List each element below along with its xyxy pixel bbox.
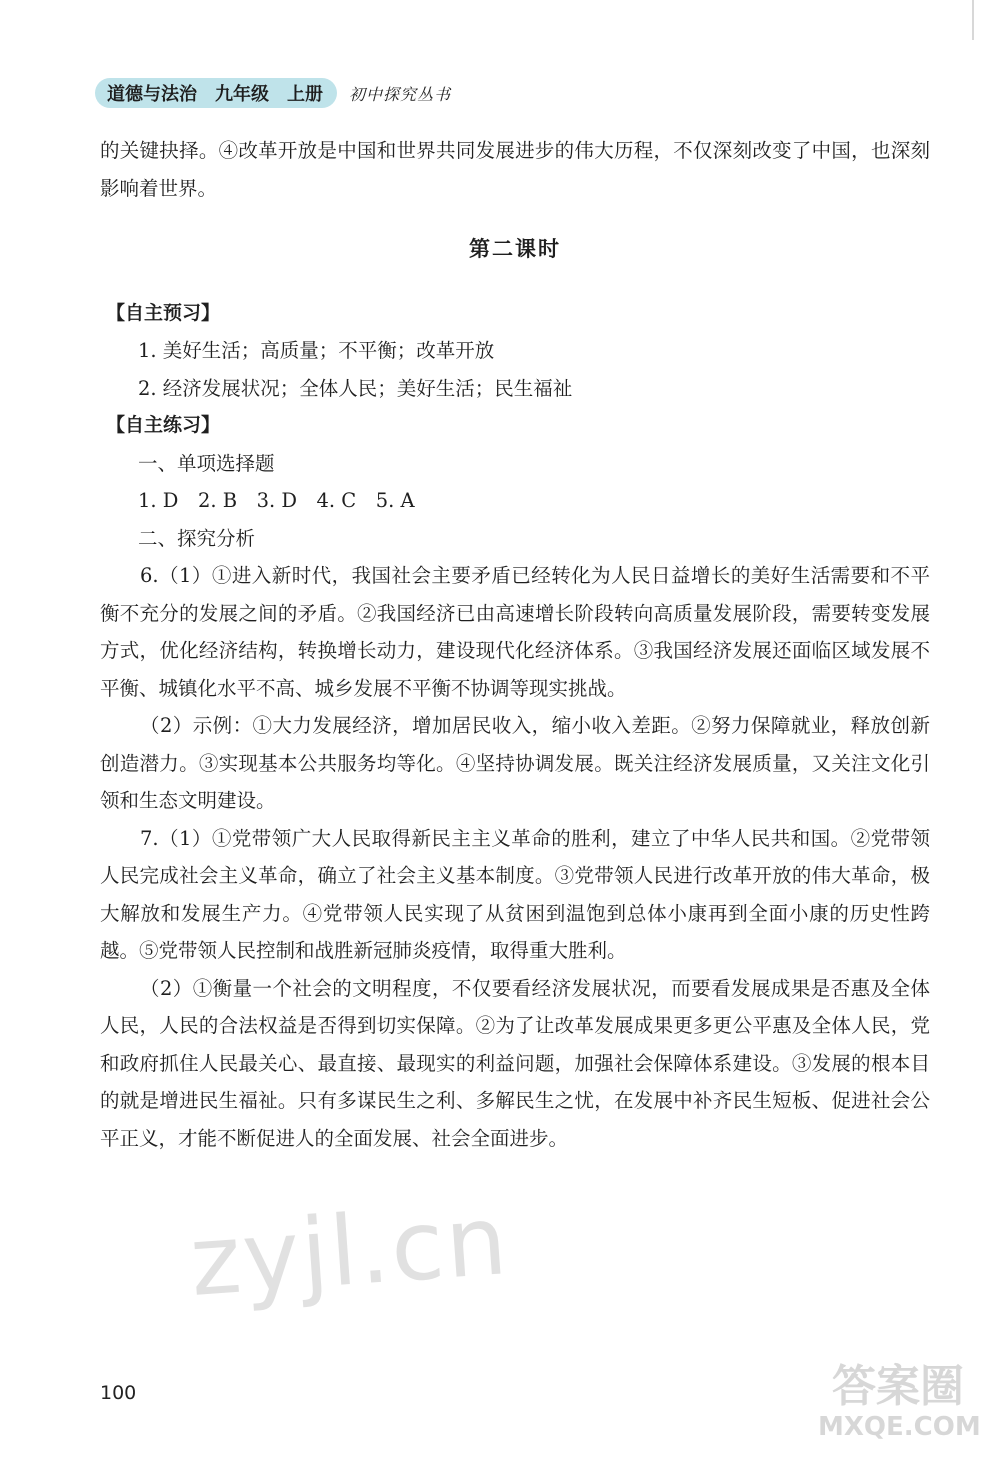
header-volume: 上册 [287, 84, 323, 105]
page-edge-line [972, 0, 974, 40]
running-header [95, 78, 451, 108]
section1-answers: 1. D 2. B 3. D 4. C 5. A [138, 489, 415, 512]
corner-logo-sub: MXQE.COM [818, 1412, 981, 1442]
page-number: 100 [100, 1382, 137, 1404]
intro-paragraph: 的关键抉择。④改革开放是中国和世界共同发展进步的伟大历程，不仅深刻改变了中国，也深刻影响着世界。 [100, 139, 930, 200]
header-grade: 九年级 [215, 84, 269, 105]
question-6-part-2: （2）示例：①大力发展经济，增加居民收入，缩小收入差距。②努力保障就业，释放创新创造潜力。③实现基本公共服务均等化。④坚持协调发展。既关注经济发展质量，又关注文化引领和生态文明建设。 [100, 714, 930, 812]
question-6-part-1: 6.（1）①进入新时代，我国社会主要矛盾已经转化为人民日益增长的美好生活需要和不平衡不充分的发展之间的矛盾。②我国经济已由高速增长阶段转向高质量发展阶段，需要转变发展方式，优化经济结构，转换增长动力，建设现代化经济体系。③我国经济发展还面临区域发展不平衡、城镇化水平不高、城乡发展不平衡不协调等现实挑战。 [100, 564, 930, 700]
section1-title: 一、单项选择题 [138, 451, 275, 475]
preview-item-2: 2. 经济发展状况；全体人民；美好生活；民生福祉 [138, 376, 573, 400]
header-subject: 道德与法治 [107, 84, 197, 105]
preview-item-1: 1. 美好生活；高质量；不平衡；改革开放 [138, 339, 495, 362]
corner-watermark-logo [818, 1361, 981, 1452]
preview-heading: 【自主预习】 [106, 301, 221, 324]
question-7-part-1: 7.（1）①党带领广大人民取得新民主主义革命的胜利，建立了中华人民共和国。②党带领人民完成社会主义革命，确立了社会主义基本制度。③党带领人民进行改革开放的伟大革命，极大解放和发展生产力。④党带领人民实现了从贫困到温饱到总体小康再到全面小康的历史性跨越。⑤党带领人民控制和战胜新冠肺炎疫情，取得重大胜利。 [100, 826, 930, 962]
header-series: 初中探究丛书 [349, 84, 452, 104]
section2-title: 二、探究分析 [138, 526, 256, 550]
question-7-part-2: （2）①衡量一个社会的文明程度，不仅要看经济发展状况，而要看发展成果是否惠及全体人民，人民的合法权益是否得到切实保障。②为了让改革发展成果更多更公平惠及全体人民，党和政府抓住人民最关心、最直接、最现实的利益问题，加强社会保障体系建设。③发展的根本目的就是增进民生福祉。只有多谋民生之利、多解民生之忧，在发展中补齐民生短板、促进社会公平正义，才能不断促进人的全面发展、社会全面进步。 [100, 976, 930, 1150]
practice-heading: 【自主练习】 [106, 414, 221, 436]
answer-content [100, 132, 930, 1157]
lesson-title: 第二课时 [469, 237, 561, 261]
watermark-text: zyjl.cn [186, 1184, 513, 1318]
header-pill [95, 78, 337, 108]
corner-logo-main: 答案圈 [832, 1361, 964, 1412]
